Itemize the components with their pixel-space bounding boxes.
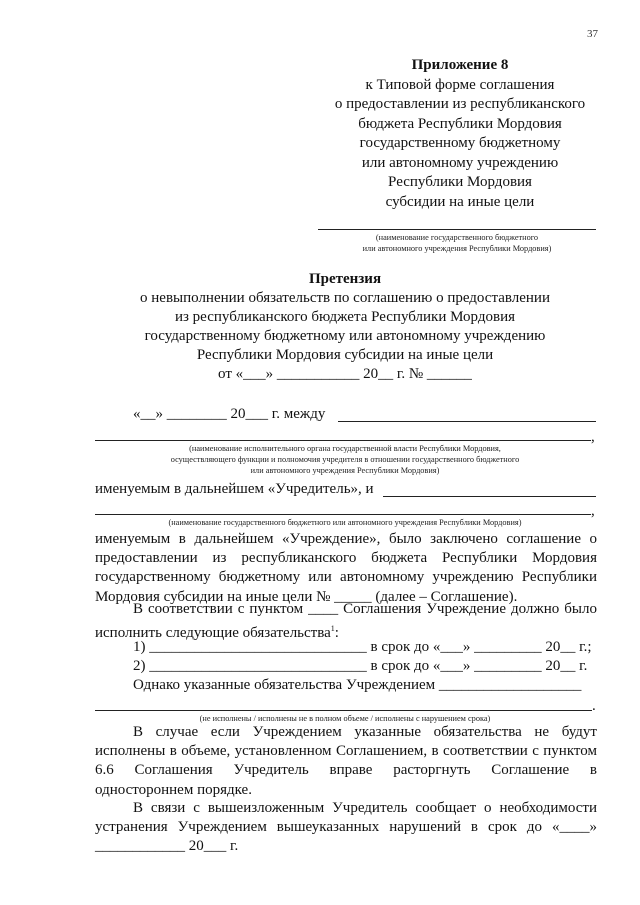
paragraph-notice-end: ____________ 20___ г. xyxy=(95,838,239,855)
institution-caption: (наименование государственного бюджетного или автономного учреждения Республики Мордовия) xyxy=(168,518,522,527)
page-number: 37 xyxy=(587,28,598,40)
appendix-header xyxy=(330,56,590,212)
claim-date-line: от «___» ___________ 20__ г. № ______ xyxy=(218,366,472,382)
appendix-line: к Типовой форме соглашения xyxy=(365,76,555,93)
recipient-caption-line: (наименование государственного бюджетного xyxy=(375,233,539,242)
paragraph-termination: В случае если Учреждением указанные обязательства не будут исполнены в объеме, установленном Соглашением, в соответствии с пунктом 6.6 Соглашения Учредитель вправе расторгнуть Соглашение в одностороннем порядке. xyxy=(95,724,597,798)
appendix-line: государственному бюджетному xyxy=(359,135,561,151)
obligations-colon: : xyxy=(334,625,339,642)
founder-name-line[interactable] xyxy=(95,440,591,441)
claim-subtitle-line: из республиканского бюджета Республики Мордовия xyxy=(174,309,516,325)
comma: , xyxy=(591,429,595,445)
appendix-line: о предоставлении из республиканского xyxy=(334,96,586,112)
footnote-marker: 1 xyxy=(330,624,335,634)
status-caption: (не исполнены / исполнены не в полном объеме / исполнены с нарушением срока) xyxy=(199,714,491,723)
founder-caption-line: осуществляющего функции и полномочия учредителя в отношении государственного бюджетного xyxy=(170,455,520,464)
founder-named-text: именуемым в дальнейшем «Учредитель», и xyxy=(95,481,374,497)
appendix-line: Республики Мордовия xyxy=(388,174,532,190)
founder-caption xyxy=(95,443,595,476)
appendix-line: или автономному учреждению xyxy=(361,154,559,171)
institution-name-line-2[interactable] xyxy=(95,514,591,515)
claim-date-prefix: «__» ________ 20___ г. между xyxy=(133,406,326,422)
recipient-name-line[interactable] xyxy=(318,229,596,230)
body-paragraph-1 xyxy=(95,530,597,607)
appendix-line: субсидии на иные цели xyxy=(385,193,535,210)
appendix-title: Приложение 8 xyxy=(411,57,509,73)
body-paragraph-4 xyxy=(95,723,597,800)
claim-subtitle-line: государственному бюджетному или автономному учреждению xyxy=(144,328,546,344)
paragraph-obligations xyxy=(95,600,597,643)
institution-name-line-1[interactable] xyxy=(383,496,596,497)
counterparty-line[interactable] xyxy=(338,421,596,422)
recipient-caption-line: или автономного учреждения Республики Мордовия) xyxy=(362,244,552,253)
obligation-item-2: 2) _____________________________ в срок до «___» _________ 20__ г. xyxy=(133,658,588,674)
claim-subtitle-line: Республики Мордовия субсидии на иные цели xyxy=(196,347,494,363)
period: . xyxy=(592,698,596,714)
paragraph-however: Однако указанные обязательства Учреждением ___________________ xyxy=(133,677,582,693)
appendix-line: бюджета Республики Мордовия xyxy=(358,115,562,132)
comma: , xyxy=(591,503,595,519)
founder-caption-line: (наименование исполнительного органа государственной власти Республики Мордовия, xyxy=(189,444,501,453)
paragraph-agreement: именуемым в дальнейшем «Учреждение», было заключено соглашение о предоставлении из республиканского бюджета Республики Мордовия государственному бюджетному или автономному учреждению Республики Мордовия субсидии на иные цели № _____ (далее – Соглашение). xyxy=(95,531,597,605)
obligations-text: В соответствии с пунктом ____ Соглашения Учреждение должно было исполнить следующие обязательства xyxy=(95,601,597,642)
body-paragraph-5 xyxy=(95,799,597,857)
obligation-item-1: 1) _____________________________ в срок до «___» _________ 20__ г.; xyxy=(133,639,592,655)
founder-caption-line: или автономного учреждения Республики Мордовия) xyxy=(250,466,440,475)
recipient-caption xyxy=(318,232,596,254)
paragraph-notice: В связи с вышеизложенным Учредитель сообщает о необходимости устранения Учреждением вышеуказанных нарушений в срок до «____» xyxy=(95,800,597,836)
status-line[interactable] xyxy=(95,710,592,711)
claim-subtitle-line: о невыполнении обязательств по соглашению о предоставлении xyxy=(140,290,550,306)
body-paragraph-2 xyxy=(95,600,597,643)
claim-title: Претензия xyxy=(308,271,382,287)
claim-title-block xyxy=(95,270,595,384)
